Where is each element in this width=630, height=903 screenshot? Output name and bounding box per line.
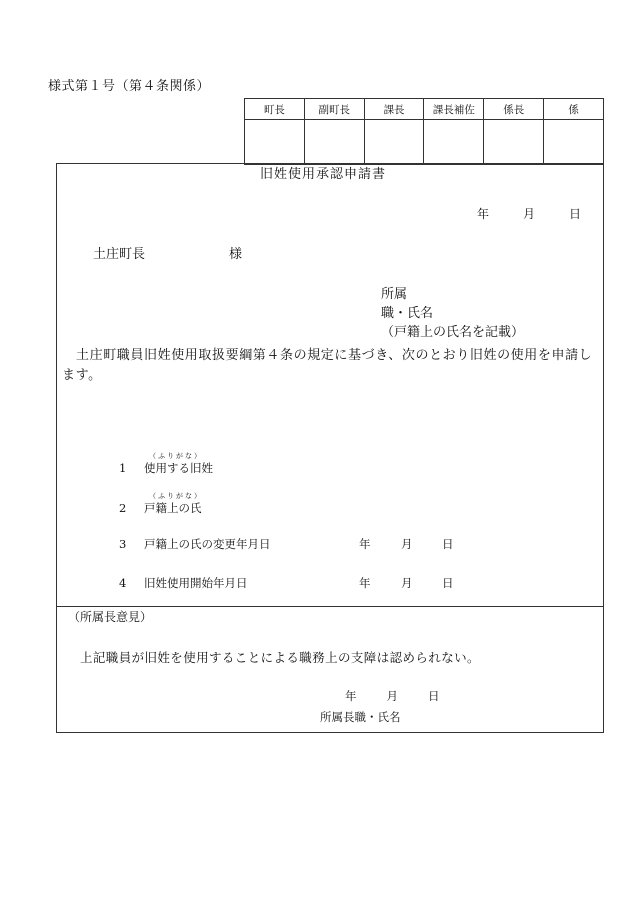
approval-stamp-cell[interactable] [484, 120, 544, 165]
approval-stamp-cell[interactable] [245, 120, 305, 165]
approval-header-subsection-chief: 係長 [484, 99, 544, 120]
applicant-name-note: （戸籍上の氏名を記載） [381, 325, 525, 340]
opinion-label: （所属長意見） [68, 610, 153, 624]
item-1-number: 1 [119, 461, 127, 475]
item-3-date-month[interactable]: 月 [401, 537, 413, 551]
item-4-label: 旧姓使用開始年月日 [144, 576, 248, 590]
approval-header-staff: 係 [544, 99, 604, 120]
opinion-date-day: 日 [428, 689, 440, 703]
item-2-label[interactable]: 戸籍上の氏 [144, 501, 202, 515]
opinion-date-year: 年 [345, 689, 357, 703]
item-4-date-day[interactable]: 日 [442, 576, 454, 590]
date-year: 年 [477, 207, 490, 221]
item-1-ruby: （ふりがな） [149, 452, 203, 460]
opinion-date-month: 月 [386, 689, 398, 703]
approval-stamp-cell[interactable] [544, 120, 604, 165]
approval-header-section-chief: 課長 [364, 99, 424, 120]
approval-stamp-cell[interactable] [304, 120, 364, 165]
item-4-date-year[interactable]: 年 [359, 576, 371, 590]
opinion-date[interactable] [345, 691, 440, 703]
approval-stamp-table [244, 98, 604, 165]
opinion-text: 上記職員が旧姓を使用することによる職務上の支障は認められない。 [80, 650, 480, 665]
opinion-divider [56, 606, 604, 607]
item-4-date-month[interactable]: 月 [401, 576, 413, 590]
item-3-date-year[interactable]: 年 [359, 537, 371, 551]
opinion-signature-label[interactable]: 所属長職・氏名 [320, 710, 401, 724]
approval-stamp-cell[interactable] [364, 120, 424, 165]
date-day: 日 [569, 207, 582, 221]
item-3-label: 戸籍上の氏の変更年月日 [144, 537, 271, 551]
item-3-number: 3 [119, 537, 127, 551]
application-body-text: 土庄町職員旧姓使用取扱要綱第４条の規定に基づき、次のとおり旧姓の使用を申請します。 [62, 348, 593, 383]
applicant-name-label: 職・氏名 [381, 306, 434, 321]
form-number: 様式第１号（第４条関係） [48, 79, 211, 94]
addressee: 土庄町長 [93, 247, 146, 262]
approval-header-assistant-chief: 課長補佐 [424, 99, 484, 120]
approval-stamp-cell[interactable] [424, 120, 484, 165]
item-4-number: 4 [119, 576, 127, 590]
application-date[interactable] [477, 208, 581, 220]
approval-header-mayor: 町長 [245, 99, 305, 120]
applicant-affiliation-label: 所属 [381, 287, 408, 302]
item-3-date-day[interactable]: 日 [442, 537, 454, 551]
approval-header-deputy-mayor: 副町長 [304, 99, 364, 120]
form-title: 旧姓使用承認申請書 [260, 167, 387, 182]
item-2-ruby: （ふりがな） [149, 492, 203, 500]
date-month: 月 [523, 207, 536, 221]
item-1-label[interactable]: 使用する旧姓 [144, 461, 213, 475]
honorific: 様 [229, 247, 243, 262]
item-2-number: 2 [119, 501, 127, 515]
